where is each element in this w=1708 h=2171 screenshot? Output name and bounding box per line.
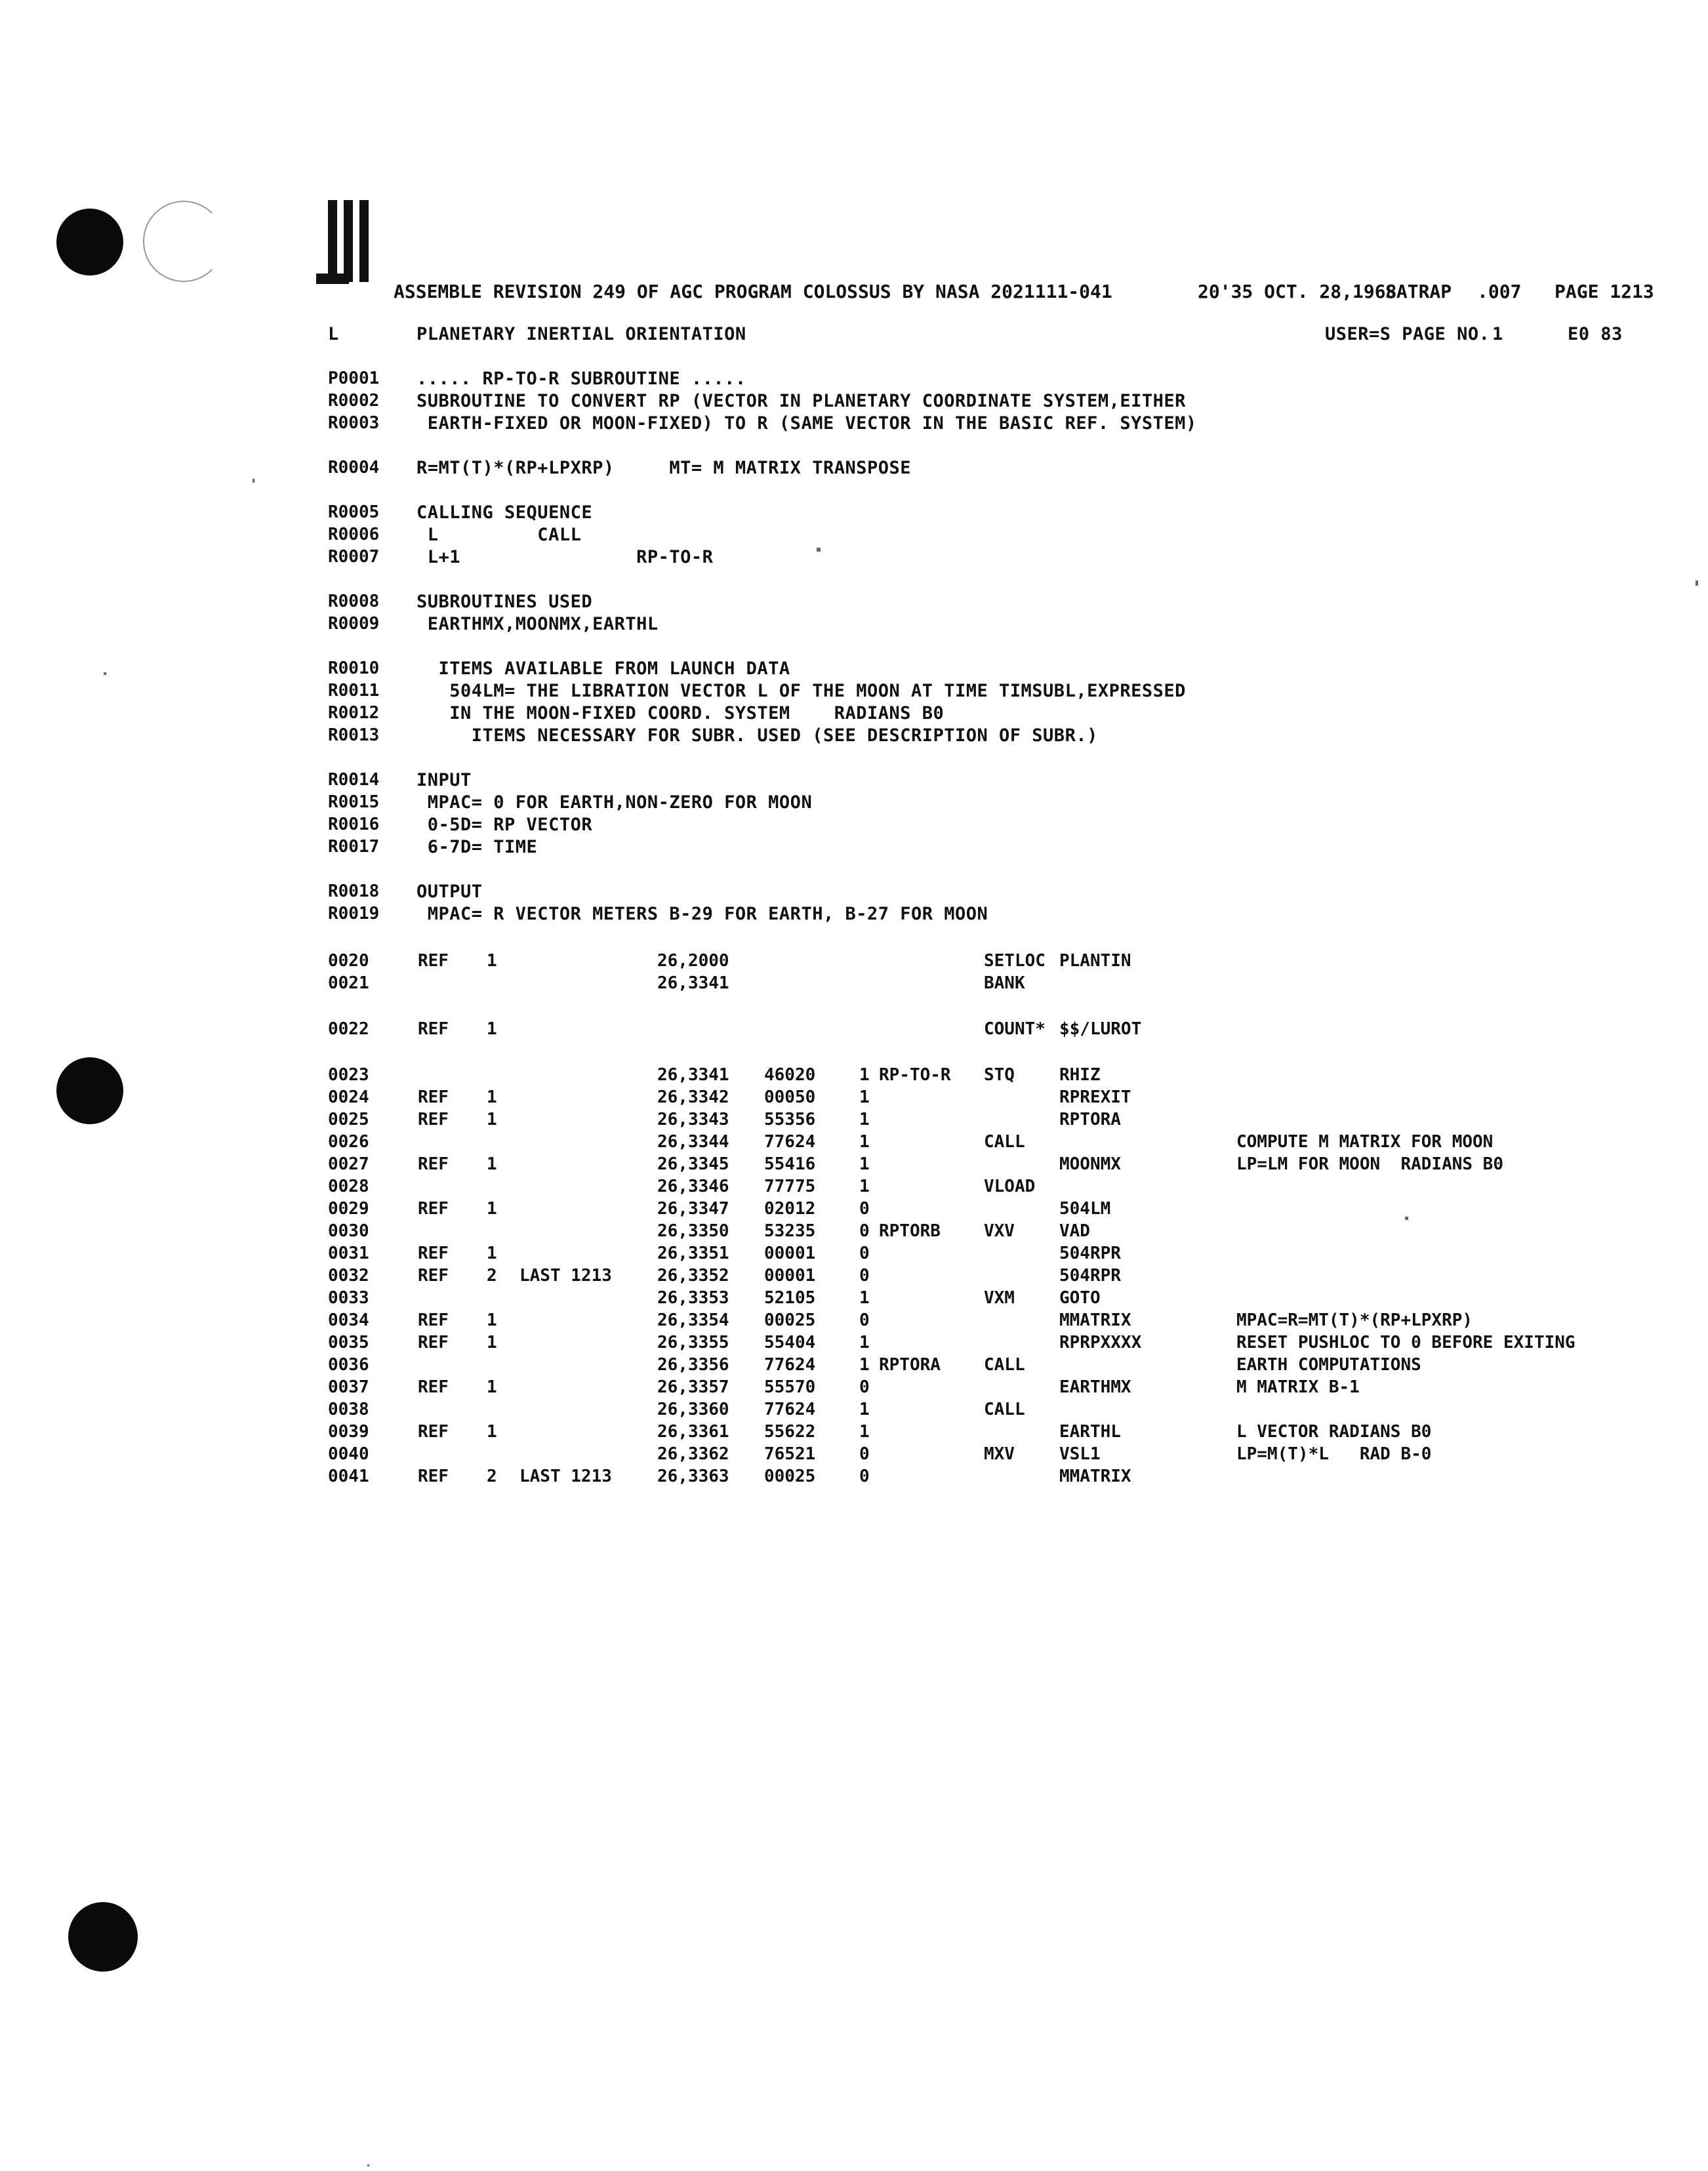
row-tag: 0 [859, 1244, 870, 1263]
row-ref: REF [418, 1019, 449, 1039]
row-ref-count: 1 [487, 1154, 497, 1174]
row-address: 26,3345 [657, 1154, 729, 1174]
row-address: 26,3344 [657, 1132, 729, 1152]
row-address: 26,3354 [657, 1310, 729, 1330]
row-operand: $$/LUROT [1059, 1019, 1142, 1039]
row-word: 53235 [764, 1221, 816, 1241]
row-tag: 0 [859, 1310, 870, 1330]
remark-line: CALLING SEQUENCE [417, 502, 593, 523]
row-tag: 0 [859, 1199, 870, 1219]
row-seq: 0028 [328, 1177, 369, 1196]
header-user: SATRAP [1385, 281, 1452, 302]
row-tag: 1 [859, 1288, 870, 1308]
row-word: 55416 [764, 1154, 816, 1174]
scan-speck [104, 672, 106, 675]
row-ref-count: 1 [487, 1244, 497, 1263]
code-row [328, 1065, 1699, 1087]
remark-seq: R0014 [328, 770, 380, 790]
row-operand: RPRPXXXX [1059, 1333, 1142, 1352]
row-seq: 0040 [328, 1444, 369, 1464]
assembly-header: ASSEMBLE REVISION 249 OF AGC PROGRAM COLOSSUS BY NASA 2021111-041 [394, 281, 1112, 302]
row-seq: 0034 [328, 1310, 369, 1330]
row-opcode: STQ [984, 1065, 1015, 1085]
row-word: 76521 [764, 1444, 816, 1464]
binder-hole-bottom [68, 1902, 138, 1972]
row-address: 26,3360 [657, 1400, 729, 1419]
code-row [328, 1154, 1699, 1177]
code-row [328, 1087, 1699, 1110]
row-tag: 1 [859, 1132, 870, 1152]
row-seq: 0023 [328, 1065, 369, 1085]
row-word: 52105 [764, 1288, 816, 1308]
row-seq: 0035 [328, 1333, 369, 1352]
row-address: 26,3342 [657, 1087, 729, 1107]
row-comment: COMPUTE M MATRIX FOR MOON [1236, 1132, 1494, 1152]
remark-seq: R0011 [328, 681, 380, 700]
remark-seq: R0006 [328, 525, 380, 544]
row-tag: 0 [859, 1444, 870, 1464]
row-ref: REF [418, 1310, 449, 1330]
binder-hole-outline [143, 201, 224, 282]
remark-line: MPAC= R VECTOR METERS B-29 FOR EARTH, B-27 FOR MOON [417, 904, 988, 924]
row-address: 26,3343 [657, 1110, 729, 1129]
row-ref: REF [418, 1110, 449, 1129]
remark-seq: R0010 [328, 659, 380, 678]
row-opcode: BANK [984, 973, 1025, 993]
row-address: 26,3353 [657, 1288, 729, 1308]
remark-seq: R0009 [328, 614, 380, 634]
row-ref-count: 2 [487, 1266, 497, 1286]
code-row [328, 1177, 1699, 1199]
remark-seq: R0005 [328, 502, 380, 522]
row-word: 00025 [764, 1467, 816, 1486]
row-word: 77624 [764, 1132, 816, 1152]
code-row [328, 1019, 1699, 1042]
row-address: 26,3347 [657, 1199, 729, 1219]
row-address: 26,3341 [657, 1065, 729, 1085]
code-row [328, 951, 1699, 973]
row-seq: 0033 [328, 1288, 369, 1308]
log-marker: L [328, 324, 339, 344]
row-ref: REF [418, 1154, 449, 1174]
row-opcode: COUNT* [984, 1019, 1046, 1039]
code-row [328, 1422, 1699, 1444]
row-seq: 0027 [328, 1154, 369, 1174]
row-word: 77624 [764, 1400, 816, 1419]
row-comment: MPAC=R=MT(T)*(RP+LPXRP) [1236, 1310, 1473, 1330]
row-word: 55356 [764, 1110, 816, 1129]
row-word: 00001 [764, 1266, 816, 1286]
row-seq: 0031 [328, 1244, 369, 1263]
row-operand: MMATRIX [1059, 1467, 1131, 1486]
row-comment: M MATRIX B-1 [1236, 1377, 1360, 1397]
row-address: 26,3356 [657, 1355, 729, 1375]
header-timestamp: 20'35 OCT. 28,1968 [1198, 281, 1397, 302]
row-ref-count: 1 [487, 1199, 497, 1219]
row-ref-count: 1 [487, 1110, 497, 1129]
remark-seq: P0001 [328, 369, 380, 388]
remark-line: 6-7D= TIME [417, 837, 538, 857]
row-address: 26,3351 [657, 1244, 729, 1263]
row-label: RPTORA [879, 1355, 941, 1375]
row-seq: 0036 [328, 1355, 369, 1375]
code-row [328, 1467, 1699, 1489]
header-version: .007 [1477, 281, 1522, 302]
row-word: 00001 [764, 1244, 816, 1263]
row-ref-count: 1 [487, 1333, 497, 1352]
row-word: 02012 [764, 1199, 816, 1219]
row-address: 26,3357 [657, 1377, 729, 1397]
row-comment: RESET PUSHLOC TO 0 BEFORE EXITING [1236, 1333, 1576, 1352]
row-word: 00050 [764, 1087, 816, 1107]
row-opcode: VXV [984, 1221, 1015, 1241]
remark-seq: R0015 [328, 792, 380, 812]
row-seq: 0041 [328, 1467, 369, 1486]
code-row [328, 1377, 1699, 1400]
code-row [328, 1444, 1699, 1467]
section-title: PLANETARY INERTIAL ORIENTATION [417, 324, 746, 344]
row-word: 77624 [764, 1355, 816, 1375]
row-word: 55622 [764, 1422, 816, 1442]
remark-line: EARTH-FIXED OR MOON-FIXED) TO R (SAME VECTOR IN THE BASIC REF. SYSTEM) [417, 413, 1197, 434]
row-operand: MOONMX [1059, 1154, 1121, 1174]
row-tag: 1 [859, 1333, 870, 1352]
row-address: 26,3361 [657, 1422, 729, 1442]
row-tag: 0 [859, 1221, 870, 1241]
row-ref-count: 1 [487, 1377, 497, 1397]
row-tag: 1 [859, 1087, 870, 1107]
row-ref-count: 1 [487, 1310, 497, 1330]
remark-line: ..... RP-TO-R SUBROUTINE ..... [417, 369, 746, 389]
row-seq: 0038 [328, 1400, 369, 1419]
row-ref-count: 1 [487, 1422, 497, 1442]
row-seq: 0037 [328, 1377, 369, 1397]
code-row [328, 1333, 1699, 1355]
row-seq: 0039 [328, 1422, 369, 1442]
code-row [328, 1266, 1699, 1288]
user-page-number: 1 [1492, 324, 1503, 344]
row-comment: LP=M(T)*L RAD B-0 [1236, 1444, 1432, 1464]
code-row [328, 1221, 1699, 1244]
remark-seq: R0013 [328, 725, 380, 745]
row-last: LAST 1213 [519, 1266, 612, 1286]
row-label: RP-TO-R [879, 1065, 951, 1085]
row-seq: 0024 [328, 1087, 369, 1107]
remark-seq: R0007 [328, 547, 380, 567]
row-last: LAST 1213 [519, 1467, 612, 1486]
row-word: 55404 [764, 1333, 816, 1352]
binder-hole-middle [56, 1057, 123, 1124]
row-operand: RPREXIT [1059, 1087, 1131, 1107]
row-operand: 504LM [1059, 1199, 1111, 1219]
row-tag: 0 [859, 1377, 870, 1397]
row-seq: 0032 [328, 1266, 369, 1286]
code-listing [328, 0, 1699, 2171]
row-address: 26,3362 [657, 1444, 729, 1464]
row-operand: MMATRIX [1059, 1310, 1131, 1330]
row-address: 26,3352 [657, 1266, 729, 1286]
row-opcode: CALL [984, 1400, 1025, 1419]
row-tag: 1 [859, 1065, 870, 1085]
remark-line: L CALL [417, 525, 582, 545]
code-row [328, 1400, 1699, 1422]
remark-line: ITEMS NECESSARY FOR SUBR. USED (SEE DESCRIPTION OF SUBR.) [417, 725, 1098, 746]
row-ref: REF [418, 1266, 449, 1286]
row-operand: EARTHMX [1059, 1377, 1131, 1397]
row-operand: GOTO [1059, 1288, 1101, 1308]
remark-line: ITEMS AVAILABLE FROM LAUNCH DATA [417, 659, 790, 679]
row-seq: 0026 [328, 1132, 369, 1152]
row-tag: 1 [859, 1177, 870, 1196]
row-operand: 504RPR [1059, 1244, 1121, 1263]
row-ref-count: 1 [487, 1019, 497, 1039]
row-comment: L VECTOR RADIANS B0 [1236, 1422, 1432, 1442]
row-tag: 1 [859, 1355, 870, 1375]
row-seq: 0030 [328, 1221, 369, 1241]
row-operand: RPTORA [1059, 1110, 1121, 1129]
row-ref-count: 1 [487, 951, 497, 971]
remark-line: OUTPUT [417, 882, 483, 902]
row-seq: 0029 [328, 1199, 369, 1219]
row-tag: 1 [859, 1110, 870, 1129]
row-ref: REF [418, 1377, 449, 1397]
row-address: 26,3341 [657, 973, 729, 993]
row-ref: REF [418, 1244, 449, 1263]
remark-line: R=MT(T)*(RP+LPXRP) MT= M MATRIX TRANSPOSE [417, 458, 911, 478]
remark-line: SUBROUTINES USED [417, 592, 593, 612]
row-tag: 1 [859, 1400, 870, 1419]
remark-seq: R0017 [328, 837, 380, 857]
row-address: 26,3363 [657, 1467, 729, 1486]
binder-hole-top [56, 209, 123, 275]
remark-line: L+1 RP-TO-R [417, 547, 714, 567]
remark-line: 0-5D= RP VECTOR [417, 815, 593, 835]
code-row [328, 1199, 1699, 1221]
remark-seq: R0004 [328, 458, 380, 477]
code-row [328, 1288, 1699, 1310]
row-tag: 1 [859, 1422, 870, 1442]
row-opcode: VLOAD [984, 1177, 1036, 1196]
header-page: PAGE 1213 [1555, 281, 1654, 302]
code-row [328, 1110, 1699, 1132]
row-label: RPTORB [879, 1221, 941, 1241]
code-row [328, 1310, 1699, 1333]
row-word: 77775 [764, 1177, 816, 1196]
row-tag: 0 [859, 1266, 870, 1286]
row-word: 55570 [764, 1377, 816, 1397]
row-opcode: SETLOC [984, 951, 1046, 971]
row-operand: VAD [1059, 1221, 1090, 1241]
row-opcode: CALL [984, 1355, 1025, 1375]
row-operand: VSL1 [1059, 1444, 1101, 1464]
row-comment: LP=LM FOR MOON RADIANS B0 [1236, 1154, 1503, 1174]
row-operand: PLANTIN [1059, 951, 1131, 971]
row-ref: REF [418, 1333, 449, 1352]
remark-line: 504LM= THE LIBRATION VECTOR L OF THE MOON AT TIME TIMSUBL,EXPRESSED [417, 681, 1186, 701]
code-row [328, 1355, 1699, 1377]
code-row [328, 1132, 1699, 1154]
row-operand: EARTHL [1059, 1422, 1121, 1442]
remark-seq: R0018 [328, 882, 380, 901]
row-operand: 504RPR [1059, 1266, 1121, 1286]
row-word: 00025 [764, 1310, 816, 1330]
remark-seq: R0002 [328, 391, 380, 411]
row-opcode: MXV [984, 1444, 1015, 1464]
row-ref: REF [418, 1422, 449, 1442]
row-ref: REF [418, 1467, 449, 1486]
row-address: 26,2000 [657, 951, 729, 971]
row-seq: 0021 [328, 973, 369, 993]
remark-seq: R0016 [328, 815, 380, 834]
row-ref: REF [418, 951, 449, 971]
row-tag: 0 [859, 1467, 870, 1486]
row-comment: EARTH COMPUTATIONS [1236, 1355, 1421, 1375]
remark-seq: R0019 [328, 904, 380, 923]
row-opcode: VXM [984, 1288, 1015, 1308]
remark-line: SUBROUTINE TO CONVERT RP (VECTOR IN PLANETARY COORDINATE SYSTEM,EITHER [417, 391, 1186, 411]
row-operand: RHIZ [1059, 1065, 1101, 1085]
row-address: 26,3350 [657, 1221, 729, 1241]
remark-line: MPAC= 0 FOR EARTH,NON-ZERO FOR MOON [417, 792, 813, 813]
row-ref: REF [418, 1087, 449, 1107]
code-row [328, 973, 1699, 996]
row-ref: REF [418, 1199, 449, 1219]
row-address: 26,3355 [657, 1333, 729, 1352]
row-opcode: CALL [984, 1132, 1025, 1152]
remark-line: EARTHMX,MOONMX,EARTHL [417, 614, 659, 634]
remark-seq: R0008 [328, 592, 380, 611]
user-page-label: USER=S PAGE NO. [1325, 324, 1490, 344]
remark-line: IN THE MOON-FIXED COORD. SYSTEM RADIANS B0 [417, 703, 945, 723]
remark-seq: R0003 [328, 413, 380, 433]
remark-line: INPUT [417, 770, 472, 790]
row-word: 46020 [764, 1065, 816, 1085]
row-seq: 0025 [328, 1110, 369, 1129]
scan-speck [253, 479, 254, 483]
row-tag: 1 [859, 1154, 870, 1174]
row-seq: 0022 [328, 1019, 369, 1039]
section-code: E0 83 [1568, 324, 1623, 344]
row-ref-count: 2 [487, 1467, 497, 1486]
row-ref-count: 1 [487, 1087, 497, 1107]
row-seq: 0020 [328, 951, 369, 971]
code-row [328, 1244, 1699, 1266]
row-address: 26,3346 [657, 1177, 729, 1196]
remark-seq: R0012 [328, 703, 380, 723]
